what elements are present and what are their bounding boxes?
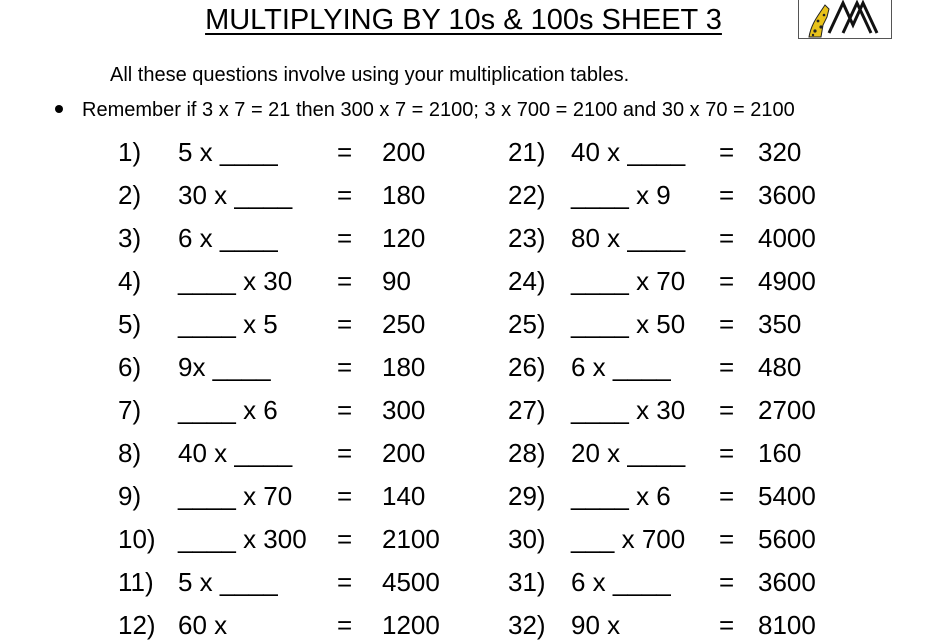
equals-sign: = — [337, 223, 353, 253]
question-expression: ____ x 30 — [571, 395, 686, 425]
question-answer: 200 — [382, 438, 426, 468]
question-expression: 9x ____ — [178, 352, 271, 382]
question-number: 26) — [508, 352, 546, 382]
equals-sign: = — [337, 309, 353, 339]
question-expression: ____ x 6 — [571, 481, 671, 511]
question-number: 23) — [508, 223, 546, 253]
worksheet-title-text: MULTIPLYING BY 10s & 100s SHEET 3 — [205, 4, 722, 36]
question-number: 6) — [118, 352, 142, 382]
question-answer: 5600 — [758, 524, 816, 554]
question-answer: 4000 — [758, 223, 816, 253]
question-answer: 4900 — [758, 266, 816, 296]
question-answer: 180 — [382, 352, 426, 382]
equals-sign: = — [719, 352, 735, 382]
question-expression: 5 x ____ — [178, 137, 278, 167]
logo — [798, 0, 892, 39]
question-expression: 40 x ____ — [571, 137, 686, 167]
question-expression: 6 x ____ — [178, 223, 278, 253]
question-answer: 480 — [758, 352, 802, 382]
question-number: 30) — [508, 524, 546, 554]
question-expression: 30 x ____ — [178, 180, 293, 210]
question-number: 11) — [118, 567, 154, 597]
question-answer: 8100 — [758, 610, 816, 640]
question-number: 29) — [508, 481, 546, 511]
equals-sign: = — [337, 180, 353, 210]
question-number: 31) — [508, 567, 546, 597]
question-answer: 200 — [382, 137, 426, 167]
question-answer: 320 — [758, 137, 802, 167]
question-answer: 350 — [758, 309, 802, 339]
equals-sign: = — [719, 266, 735, 296]
equals-sign: = — [337, 481, 353, 511]
question-answer: 90 — [382, 266, 411, 296]
question-expression: 80 x ____ — [571, 223, 686, 253]
question-expression: ____ x 50 — [571, 309, 686, 339]
equals-sign: = — [719, 180, 735, 210]
equals-sign: = — [719, 610, 735, 640]
equals-sign: = — [719, 524, 735, 554]
bullet-dot-icon — [55, 105, 63, 113]
question-answer: 4500 — [382, 567, 440, 597]
question-number: 22) — [508, 180, 546, 210]
question-expression: ____ x 300 — [178, 524, 307, 554]
equals-sign: = — [719, 438, 735, 468]
question-expression: ____ x 30 — [178, 266, 293, 296]
question-number: 28) — [508, 438, 546, 468]
question-expression: ____ x 6 — [178, 395, 278, 425]
question-expression: 5 x ____ — [178, 567, 278, 597]
question-number: 8) — [118, 438, 142, 468]
question-number: 32) — [508, 610, 546, 640]
question-expression: 90 x — [571, 610, 621, 640]
question-answer: 2100 — [382, 524, 440, 554]
worksheet-title — [0, 2, 927, 38]
question-answer: 3600 — [758, 180, 816, 210]
question-expression: 60 x — [178, 610, 228, 640]
question-number: 1) — [118, 137, 142, 167]
question-answer: 140 — [382, 481, 426, 511]
question-number: 21) — [508, 137, 546, 167]
question-expression: ____ x 5 — [178, 309, 278, 339]
question-expression: ___ x 700 — [571, 524, 686, 554]
equals-sign: = — [719, 481, 735, 511]
reminder-bullet — [55, 97, 795, 123]
question-answer: 1200 — [382, 610, 440, 640]
question-number: 5) — [118, 309, 142, 339]
question-number: 3) — [118, 223, 142, 253]
equals-sign: = — [337, 395, 353, 425]
equals-sign: = — [337, 266, 353, 296]
question-answer: 160 — [758, 438, 802, 468]
question-number: 24) — [508, 266, 546, 296]
question-number: 7) — [118, 395, 142, 425]
question-expression: ____ x 70 — [178, 481, 293, 511]
question-expression: ____ x 70 — [571, 266, 686, 296]
leopard-logo-icon — [799, 0, 892, 39]
question-expression: ____ x 9 — [571, 180, 671, 210]
equals-sign: = — [337, 567, 353, 597]
question-expression: 20 x ____ — [571, 438, 686, 468]
question-number: 10) — [118, 524, 156, 554]
equals-sign: = — [719, 395, 735, 425]
equals-sign: = — [337, 137, 353, 167]
question-number: 2) — [118, 180, 142, 210]
equals-sign: = — [719, 137, 735, 167]
question-number: 9) — [118, 481, 142, 511]
instructions-text: All these questions involve using your multiplication tables. — [110, 64, 630, 86]
equals-sign: = — [719, 567, 735, 597]
question-answer: 120 — [382, 223, 426, 253]
question-answer: 5400 — [758, 481, 816, 511]
reminder-text: Remember if 3 x 7 = 21 then 300 x 7 = 2100; 3 x 700 = 2100 and 30 x 70 = 2100 — [82, 99, 795, 121]
question-answer: 300 — [382, 395, 426, 425]
equals-sign: = — [337, 610, 353, 640]
question-number: 12) — [118, 610, 156, 640]
question-answer: 250 — [382, 309, 426, 339]
question-number: 4) — [118, 266, 142, 296]
equals-sign: = — [719, 223, 735, 253]
question-answer: 2700 — [758, 395, 816, 425]
question-number: 27) — [508, 395, 546, 425]
equals-sign: = — [337, 438, 353, 468]
equals-sign: = — [719, 309, 735, 339]
question-number: 25) — [508, 309, 546, 339]
equals-sign: = — [337, 524, 353, 554]
question-answer: 180 — [382, 180, 426, 210]
question-answer: 3600 — [758, 567, 816, 597]
equals-sign: = — [337, 352, 353, 382]
question-expression: 40 x ____ — [178, 438, 293, 468]
question-expression: 6 x ____ — [571, 567, 671, 597]
question-expression: 6 x ____ — [571, 352, 671, 382]
